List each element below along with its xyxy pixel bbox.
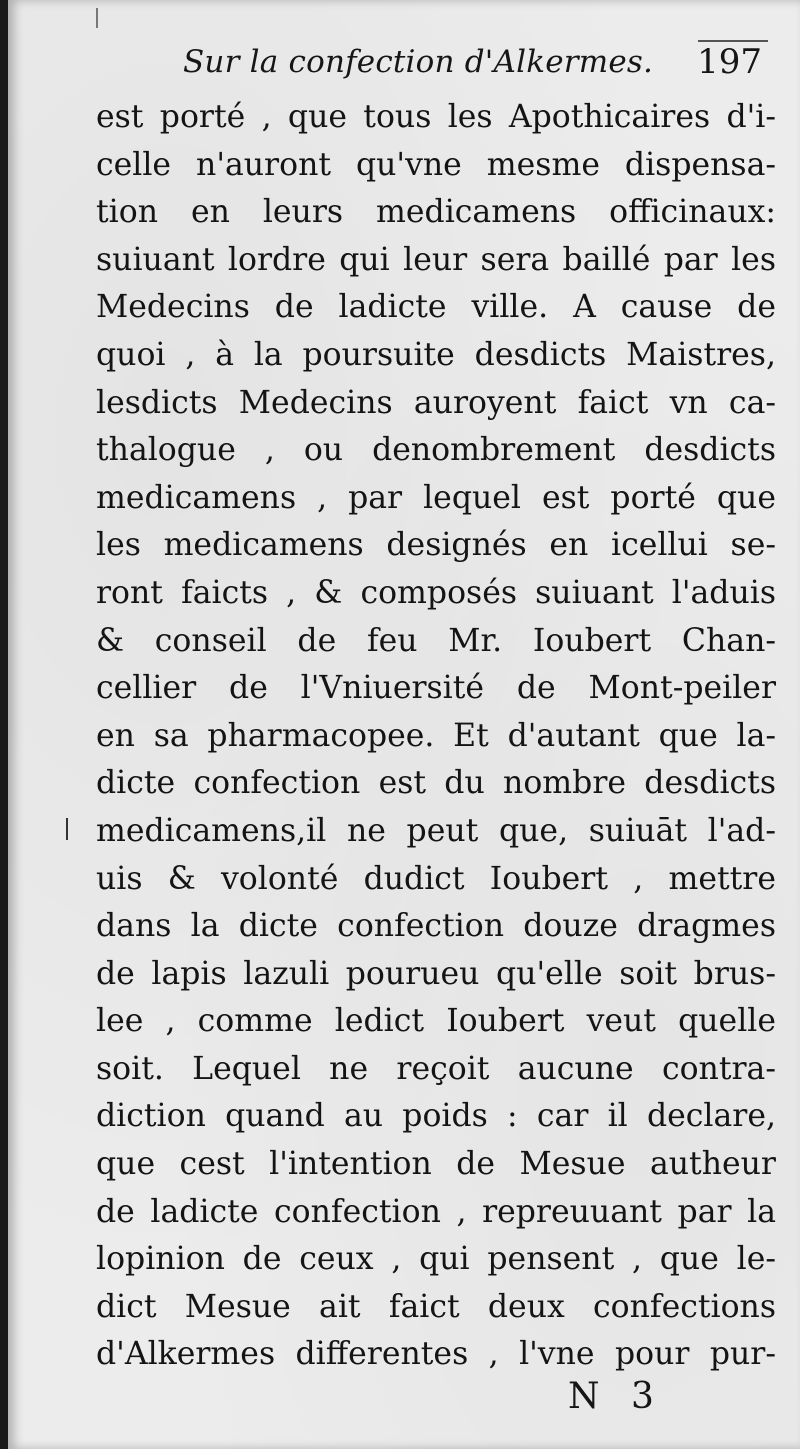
text-line: de lapis lazuli pourueu qu'elle soit brus- bbox=[96, 955, 776, 992]
text-line: cellier de l'Vniuersité de Mont-peiler bbox=[96, 670, 776, 707]
text-line: dict Mesue ait faict deux confections bbox=[96, 1288, 776, 1325]
text-line: ront faicts , & composés suiuant l'aduis bbox=[96, 574, 776, 611]
text-line: Medecins de ladicte ville. A cause de bbox=[96, 289, 776, 326]
body-text bbox=[96, 94, 776, 1379]
text-line: est porté , que tous les Apothicaires d'i- bbox=[96, 99, 776, 135]
text-line: que cest l'intention de Mesue autheur bbox=[96, 1146, 776, 1183]
margin-mark bbox=[66, 818, 68, 840]
text-line: dans la dicte confection douze dragmes bbox=[96, 908, 776, 945]
text-line: en sa pharmacopee. Et d'autant que la- bbox=[96, 717, 776, 754]
text-line: lesdicts Medecins auroyent faict vn ca- bbox=[96, 384, 776, 421]
page-number: 197 bbox=[697, 42, 762, 82]
text-line: quoi , à la poursuite desdicts Maistres, bbox=[96, 336, 776, 373]
text-line: & conseil de feu Mr. Ioubert Chan- bbox=[96, 622, 776, 659]
signature-mark: N 3 bbox=[568, 1376, 664, 1417]
running-title: Sur la confection d'Alkermes. bbox=[183, 44, 654, 80]
text-line: soit. Lequel ne reçoit aucune contra- bbox=[96, 1050, 776, 1087]
book-page bbox=[8, 0, 800, 1449]
text-line: de ladicte confection , repreuuant par la bbox=[96, 1193, 776, 1230]
text-line: uis & volonté dudict Ioubert , mettre bbox=[96, 860, 776, 897]
text-line: medicamens , par lequel est porté que bbox=[96, 479, 776, 516]
text-line: les medicamens designés en icellui se- bbox=[96, 527, 776, 564]
text-line: diction quand au poids : car il declare, bbox=[96, 1098, 776, 1135]
running-head bbox=[98, 40, 778, 90]
text-line: suiuant lordre qui leur sera baillé par les bbox=[96, 241, 776, 278]
text-line: d'Alkermes differentes , l'vne pour pur- bbox=[96, 1336, 776, 1373]
text-line: tion en leurs medicamens officinaux: bbox=[96, 194, 776, 231]
text-line: thalogue , ou denombrement desdicts bbox=[96, 432, 776, 469]
text-line: dicte confection est du nombre desdicts bbox=[96, 765, 776, 802]
text-line: medicamens,il ne peut que, suiuāt l'ad- bbox=[96, 812, 776, 849]
text-line: lee , comme ledict Ioubert veut quelle bbox=[96, 1003, 776, 1040]
text-line: celle n'auront qu'vne mesme dispensa- bbox=[96, 146, 776, 183]
ink-mark bbox=[96, 8, 98, 28]
text-line: lopinion de ceux , qui pensent , que le- bbox=[96, 1241, 776, 1278]
